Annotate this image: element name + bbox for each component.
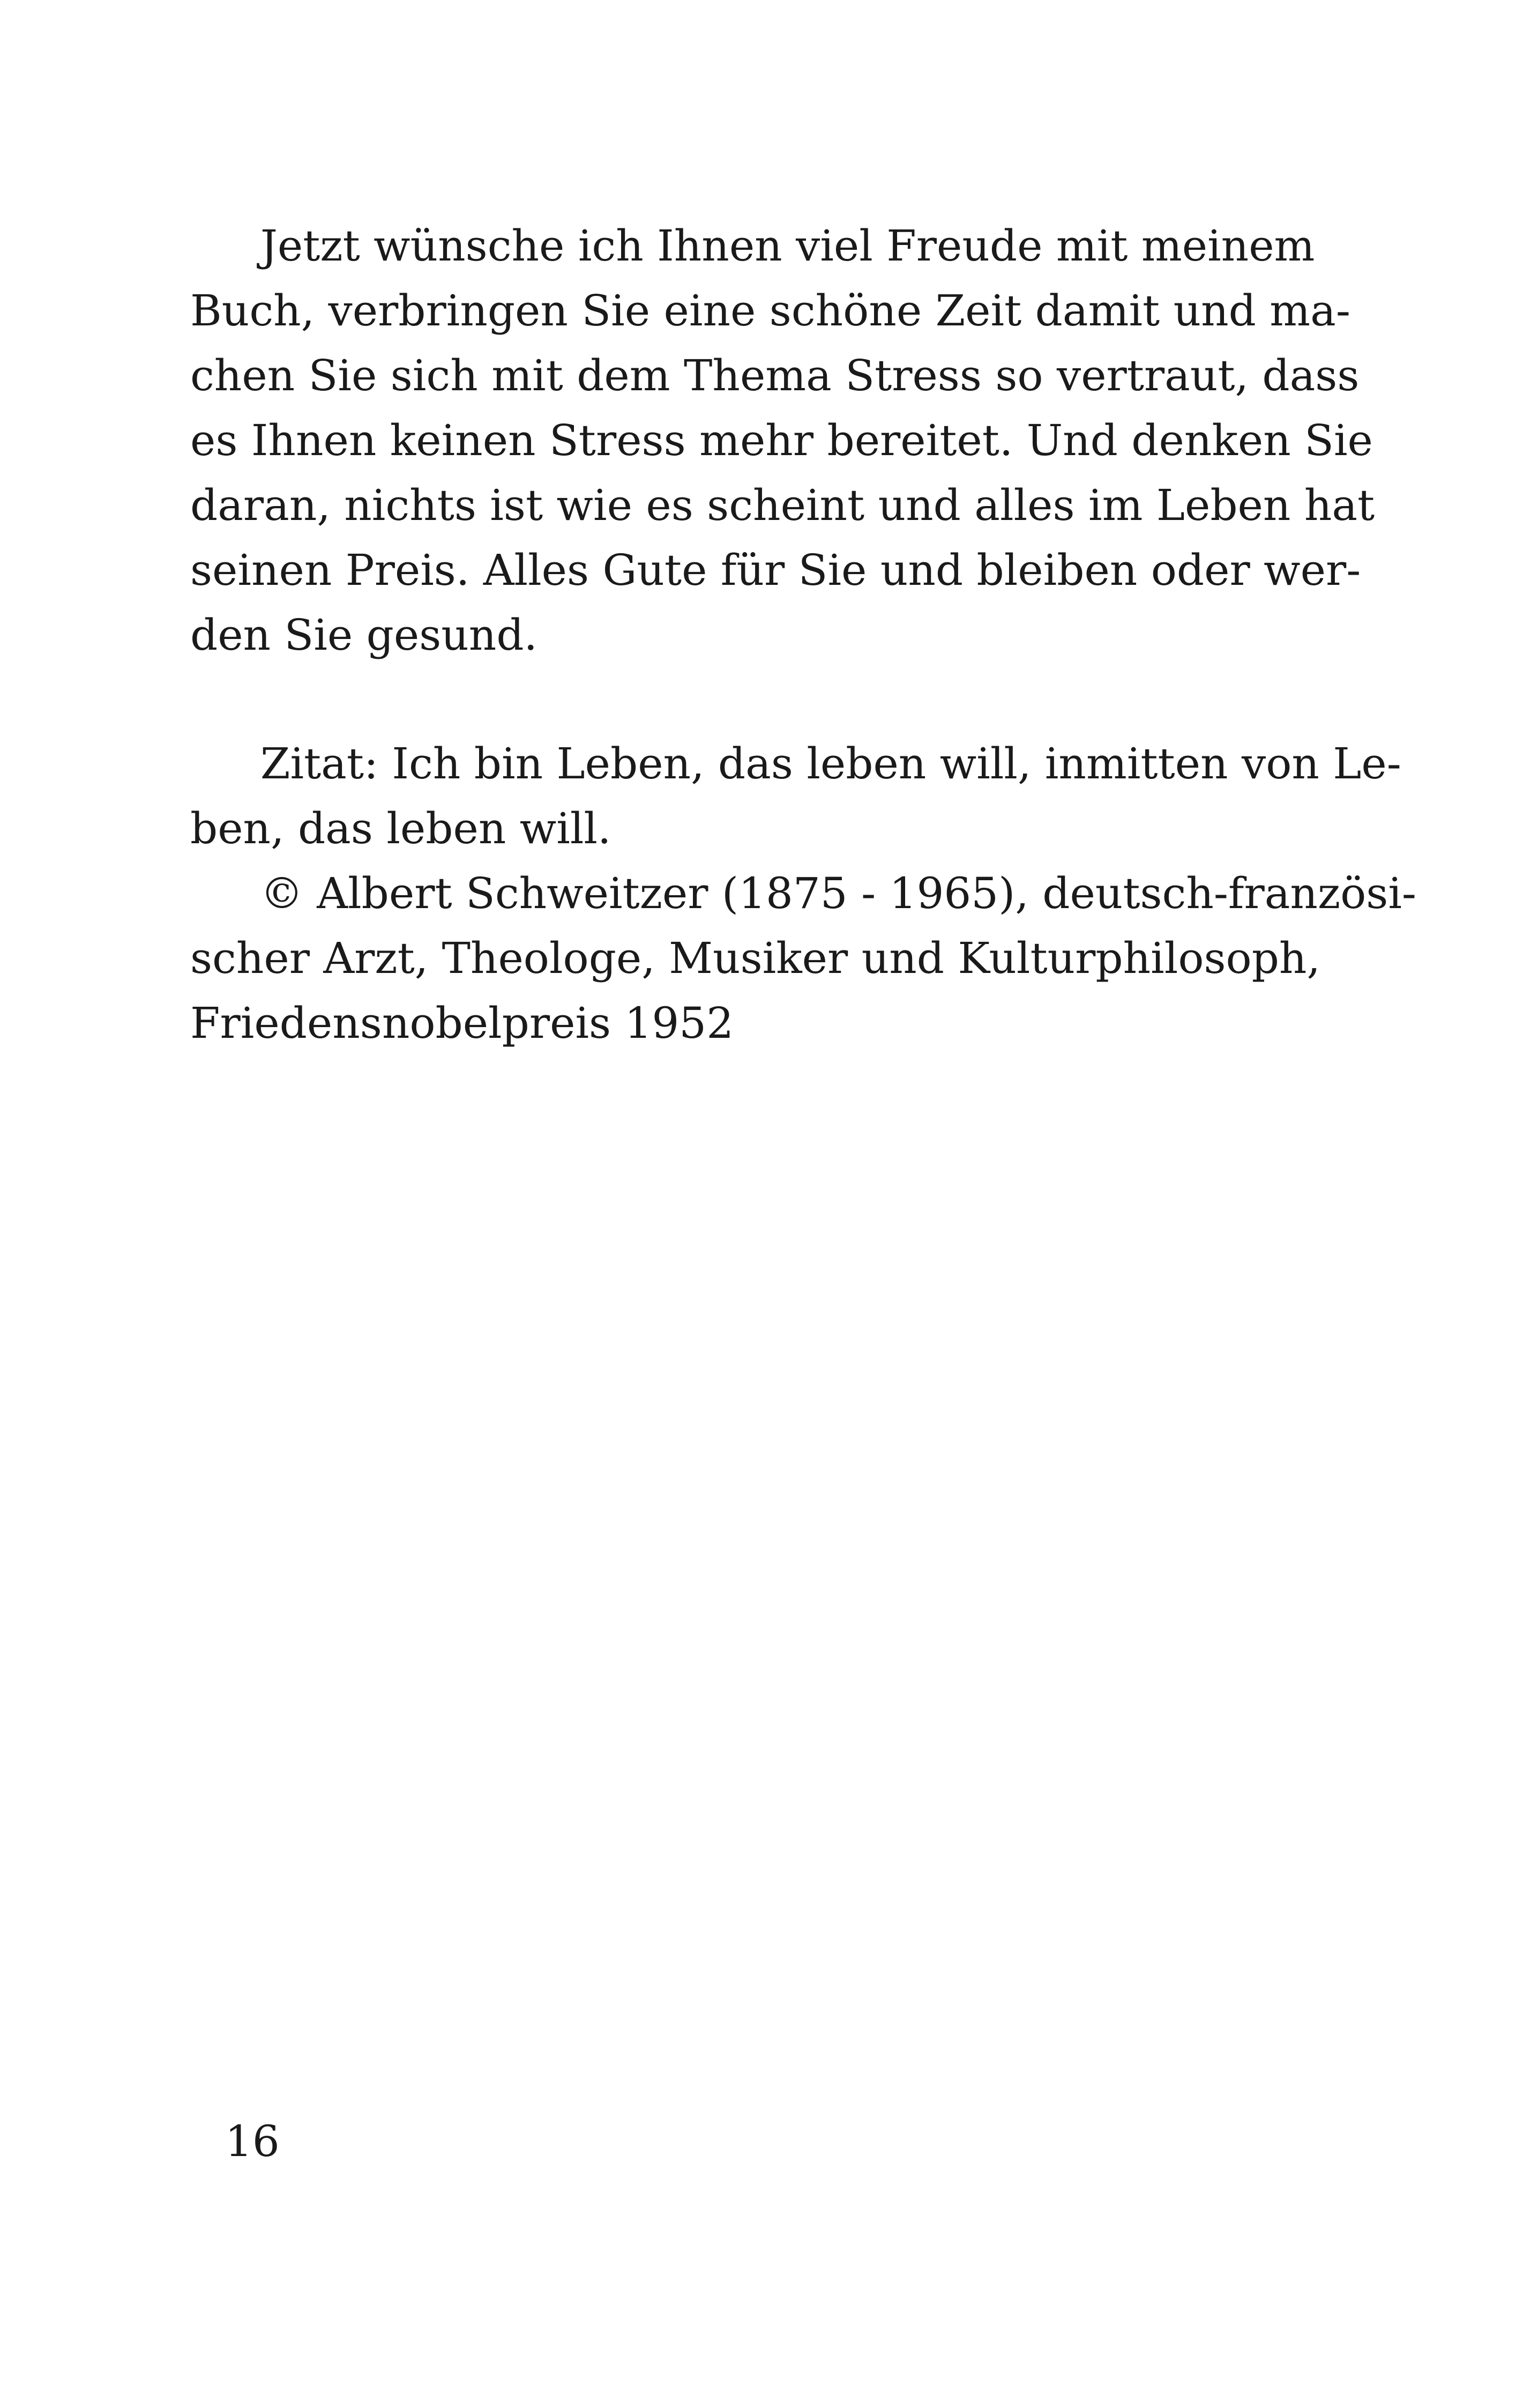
- text-line: Friedensnobelpreis 1952: [190, 998, 734, 1048]
- text-line: den Sie gesund.: [190, 610, 537, 660]
- text-line: Jetzt wünsche ich Ihnen viel Freude mit meinem: [190, 221, 1315, 271]
- text-line: chen Sie sich mit dem Thema Stress so vertraut, dass: [190, 351, 1360, 400]
- paragraph-gap: [190, 667, 1298, 731]
- text-line: daran, nichts ist wie es scheint und alles im Leben hat: [190, 480, 1375, 530]
- text-line: es Ihnen keinen Stress mehr bereitet. Und denken Sie: [190, 415, 1373, 465]
- quote-attribution: [190, 861, 1416, 1056]
- text-line: seinen Preis. Alles Gute für Sie und bleiben oder wer-: [190, 545, 1361, 595]
- quote-paragraph: [190, 731, 1401, 861]
- paragraph-closing-wishes: [190, 213, 1375, 667]
- text-line: © Albert Schweitzer (1875 - 1965), deutsch-französi-: [190, 868, 1416, 918]
- text-line: scher Arzt, Theologe, Musiker und Kulturphilosoph,: [190, 933, 1320, 983]
- text-line: Buch, verbringen Sie eine schöne Zeit damit und ma-: [190, 286, 1350, 336]
- page-number: 16: [225, 2116, 280, 2166]
- body-text: [190, 213, 1416, 1056]
- text-line: Zitat: Ich bin Leben, das leben will, inmitten von Le-: [190, 739, 1401, 789]
- text-line: ben, das leben will.: [190, 804, 611, 853]
